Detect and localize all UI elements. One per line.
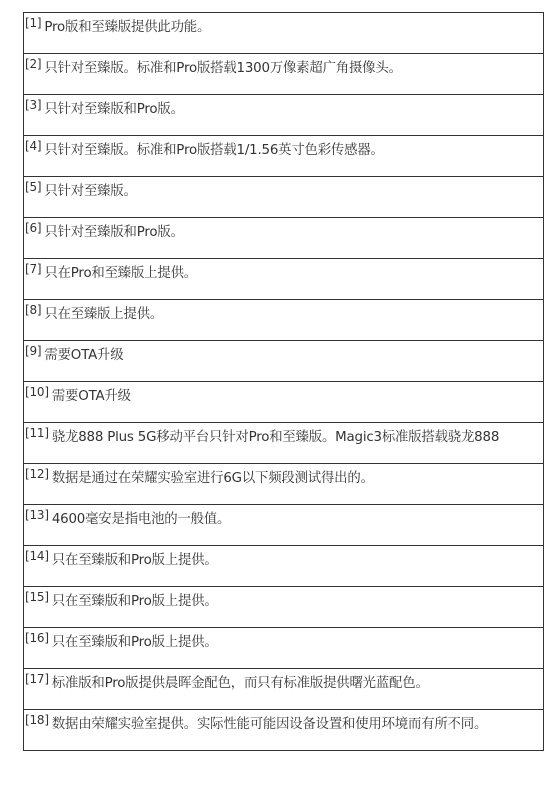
footnote-row xyxy=(24,505,544,546)
footnote-number: [11] xyxy=(25,426,49,440)
footnote-number: [6] xyxy=(25,221,42,235)
footnote-cell xyxy=(24,13,544,54)
footnote-number: [13] xyxy=(25,508,49,522)
footnote-text: 只在Pro和至臻版上提供。 xyxy=(44,266,197,281)
footnote-number: [5] xyxy=(25,180,42,194)
footnote-text: 只针对至臻版。标准和Pro版搭载1/1.56英寸色彩传感器。 xyxy=(44,143,384,158)
footnote-cell xyxy=(24,95,544,136)
footnote-text: 只在至臻版和Pro版上提供。 xyxy=(51,594,218,609)
footnote-number: [18] xyxy=(25,713,49,727)
footnote-row xyxy=(24,382,544,423)
footnote-text: 只在至臻版和Pro版上提供。 xyxy=(51,635,218,650)
footnote-cell xyxy=(24,464,544,505)
footnote-row xyxy=(24,669,544,710)
footnote-number: [1] xyxy=(25,16,42,30)
footnote-cell xyxy=(24,710,544,751)
footnote-cell xyxy=(24,628,544,669)
footnote-number: [10] xyxy=(25,385,49,399)
footnote-text: 需要OTA升级 xyxy=(44,348,124,363)
footnote-text: 骁龙888 Plus 5G移动平台只针对Pro和至臻版。Magic3标准版搭载骁龙888 xyxy=(51,430,500,445)
footnote-cell xyxy=(24,505,544,546)
footnote-row xyxy=(24,546,544,587)
footnote-text: 标准版和Pro版提供晨晖金配色，而只有标准版提供曙光蓝配色。 xyxy=(51,676,429,691)
footnote-number: [15] xyxy=(25,590,49,604)
footnote-text: 只针对至臻版。 xyxy=(44,184,137,199)
footnote-row xyxy=(24,95,544,136)
footnote-cell xyxy=(24,259,544,300)
footnote-row xyxy=(24,423,544,464)
footnote-text: 需要OTA升级 xyxy=(51,389,131,404)
footnote-cell xyxy=(24,669,544,710)
footnote-cell xyxy=(24,136,544,177)
footnote-cell xyxy=(24,382,544,423)
footnote-text: 4600毫安是指电池的一般值。 xyxy=(51,512,231,527)
footnote-text: 只针对至臻版和Pro版。 xyxy=(44,225,184,240)
footnote-text: 只针对至臻版和Pro版。 xyxy=(44,102,184,117)
footnote-text: 只针对至臻版。标准和Pro版搭载1300万像素超广角摄像头。 xyxy=(44,61,402,76)
footnote-cell xyxy=(24,423,544,464)
footnote-row xyxy=(24,628,544,669)
footnote-row xyxy=(24,300,544,341)
footnote-cell xyxy=(24,587,544,628)
footnote-row xyxy=(24,177,544,218)
footnote-number: [17] xyxy=(25,672,49,686)
footnote-text: Pro版和至臻版提供此功能。 xyxy=(44,20,211,35)
footnote-row xyxy=(24,341,544,382)
footnote-number: [2] xyxy=(25,57,42,71)
footnote-row xyxy=(24,587,544,628)
footnote-row xyxy=(24,259,544,300)
footnote-cell xyxy=(24,54,544,95)
footnote-cell xyxy=(24,218,544,259)
footnote-cell xyxy=(24,341,544,382)
footnote-number: [8] xyxy=(25,303,42,317)
footnote-number: [4] xyxy=(25,139,42,153)
footnote-row xyxy=(24,710,544,751)
footnote-number: [3] xyxy=(25,98,42,112)
footnote-row xyxy=(24,13,544,54)
footnote-number: [14] xyxy=(25,549,49,563)
footnote-text: 数据由荣耀实验室提供。实际性能可能因设备设置和使用环境而有所不同。 xyxy=(51,717,488,732)
footnote-number: [7] xyxy=(25,262,42,276)
footnotes-table xyxy=(23,12,544,751)
footnote-cell xyxy=(24,177,544,218)
footnote-row xyxy=(24,136,544,177)
footnote-row xyxy=(24,54,544,95)
footnote-text: 只在至臻版和Pro版上提供。 xyxy=(51,553,218,568)
footnote-row xyxy=(24,218,544,259)
footnote-number: [16] xyxy=(25,631,49,645)
footnote-cell xyxy=(24,300,544,341)
footnote-text: 数据是通过在荣耀实验室进行6G以下频段测试得出的。 xyxy=(51,471,374,486)
footnote-row xyxy=(24,464,544,505)
footnote-number: [12] xyxy=(25,467,49,481)
footnote-number: [9] xyxy=(25,344,42,358)
footnote-text: 只在至臻版上提供。 xyxy=(44,307,164,322)
footnote-cell xyxy=(24,546,544,587)
